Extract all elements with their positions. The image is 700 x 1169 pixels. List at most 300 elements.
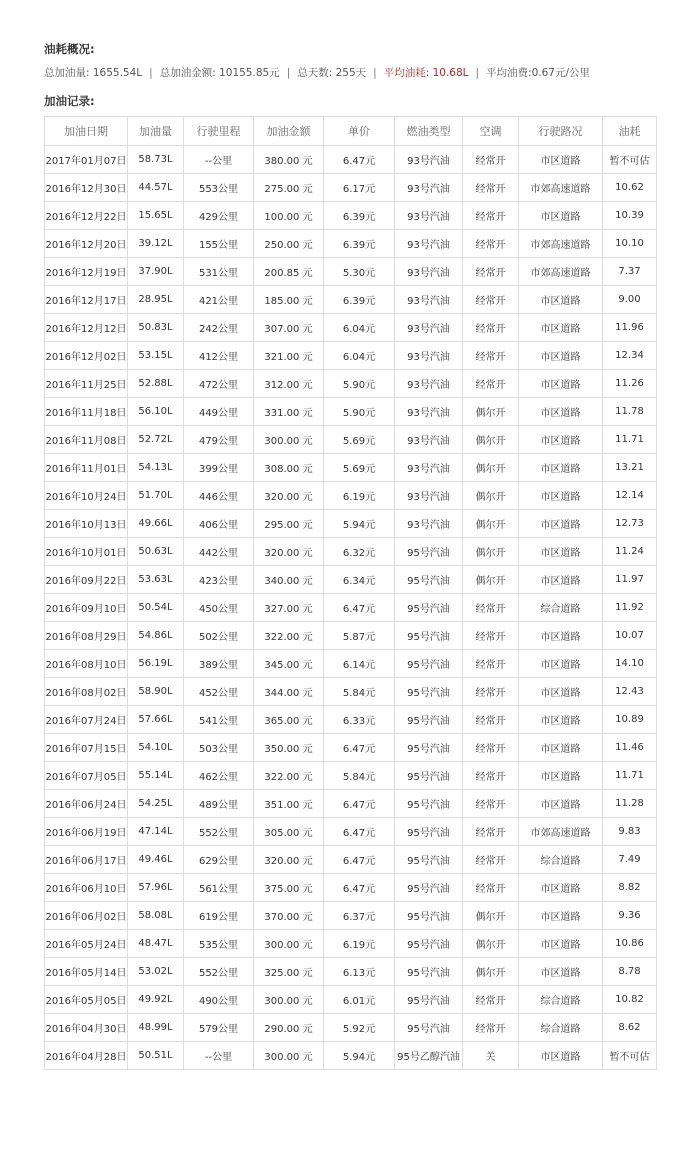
cell-consumption: 11.71 [603,762,657,790]
table-row [45,398,657,426]
cell-fuel-amount: 58.90L [128,678,184,706]
cell-fuel-amount: 49.92L [128,986,184,1014]
cell-mileage: 406公里 [184,510,254,538]
overview-summary [44,65,590,80]
cell-air-conditioning: 偶尔开 [463,538,519,566]
cell-fuel-type: 93号汽油 [395,230,463,258]
cell-fuel-type: 93号汽油 [395,482,463,510]
cell-date: 2016年06月24日 [45,790,128,818]
cell-fuel-type: 95号乙醇汽油 [395,1042,463,1070]
cell-cost: 320.00 元 [254,482,324,510]
table-row [45,762,657,790]
table-row [45,566,657,594]
table-row [45,510,657,538]
cell-road-condition: 市区道路 [519,958,603,986]
table-row [45,846,657,874]
cell-consumption: 12.34 [603,342,657,370]
cell-consumption: 8.78 [603,958,657,986]
header-road-condition: 行驶路况 [519,117,603,146]
cell-mileage: 531公里 [184,258,254,286]
cell-mileage: 429公里 [184,202,254,230]
cell-fuel-type: 93号汽油 [395,146,463,174]
cell-date: 2017年01月07日 [45,146,128,174]
cell-unit-price: 6.47元 [324,846,395,874]
cell-date: 2016年07月24日 [45,706,128,734]
cell-fuel-amount: 54.10L [128,734,184,762]
cell-unit-price: 6.19元 [324,930,395,958]
refuel-records-table [44,116,657,1070]
table-row [45,482,657,510]
cell-fuel-type: 95号汽油 [395,818,463,846]
avg-consumption: 平均油耗: 10.68L [383,67,469,79]
cell-road-condition: 市区道路 [519,902,603,930]
cell-unit-price: 5.84元 [324,762,395,790]
cell-unit-price: 6.39元 [324,202,395,230]
cell-road-condition: 市区道路 [519,286,603,314]
cell-cost: 327.00 元 [254,594,324,622]
cell-air-conditioning: 经常开 [463,790,519,818]
cell-date: 2016年11月25日 [45,370,128,398]
cell-date: 2016年08月10日 [45,650,128,678]
cell-fuel-type: 95号汽油 [395,930,463,958]
cell-air-conditioning: 经常开 [463,594,519,622]
cell-unit-price: 6.04元 [324,314,395,342]
cell-fuel-amount: 54.13L [128,454,184,482]
cell-consumption: 8.62 [603,1014,657,1042]
cell-fuel-amount: 48.99L [128,1014,184,1042]
cell-fuel-amount: 57.96L [128,874,184,902]
separator: | [286,67,291,79]
header-fuel-amount: 加油量 [128,117,184,146]
cell-air-conditioning: 偶尔开 [463,454,519,482]
cell-cost: 275.00 元 [254,174,324,202]
cell-unit-price: 5.94元 [324,510,395,538]
cell-unit-price: 6.37元 [324,902,395,930]
cell-fuel-type: 93号汽油 [395,454,463,482]
cell-consumption: 10.39 [603,202,657,230]
cell-cost: 320.00 元 [254,846,324,874]
cell-road-condition: 综合道路 [519,986,603,1014]
table-row [45,258,657,286]
cell-road-condition: 市区道路 [519,930,603,958]
cell-fuel-type: 95号汽油 [395,762,463,790]
cell-date: 2016年11月08日 [45,426,128,454]
table-row [45,426,657,454]
cell-date: 2016年11月18日 [45,398,128,426]
cell-unit-price: 5.30元 [324,258,395,286]
cell-fuel-type: 93号汽油 [395,286,463,314]
cell-fuel-type: 93号汽油 [395,202,463,230]
cell-road-condition: 市区道路 [519,398,603,426]
cell-date: 2016年09月10日 [45,594,128,622]
cell-date: 2016年08月02日 [45,678,128,706]
table-row [45,146,657,174]
cell-mileage: 579公里 [184,1014,254,1042]
cell-unit-price: 5.69元 [324,454,395,482]
cell-cost: 307.00 元 [254,314,324,342]
cell-fuel-type: 95号汽油 [395,874,463,902]
table-row [45,706,657,734]
cell-road-condition: 综合道路 [519,1014,603,1042]
cell-cost: 345.00 元 [254,650,324,678]
cell-unit-price: 6.13元 [324,958,395,986]
cell-cost: 365.00 元 [254,706,324,734]
cell-mileage: 389公里 [184,650,254,678]
cell-air-conditioning: 经常开 [463,174,519,202]
cell-fuel-type: 93号汽油 [395,370,463,398]
cell-fuel-amount: 55.14L [128,762,184,790]
cell-fuel-amount: 48.47L [128,930,184,958]
table-row [45,734,657,762]
cell-road-condition: 市郊高速道路 [519,258,603,286]
cell-date: 2016年06月02日 [45,902,128,930]
cell-road-condition: 市郊高速道路 [519,230,603,258]
cell-date: 2016年12月17日 [45,286,128,314]
cell-air-conditioning: 经常开 [463,622,519,650]
header-fuel-type: 燃油类型 [395,117,463,146]
cell-cost: 312.00 元 [254,370,324,398]
cell-fuel-type: 95号汽油 [395,1014,463,1042]
cell-air-conditioning: 经常开 [463,874,519,902]
cell-mileage: 452公里 [184,678,254,706]
cell-mileage: --公里 [184,1042,254,1070]
table-row [45,818,657,846]
table-row [45,650,657,678]
cell-date: 2016年05月14日 [45,958,128,986]
cell-air-conditioning: 偶尔开 [463,510,519,538]
cell-consumption: 10.62 [603,174,657,202]
cell-air-conditioning: 经常开 [463,146,519,174]
cell-date: 2016年05月24日 [45,930,128,958]
cell-fuel-type: 93号汽油 [395,398,463,426]
table-row [45,958,657,986]
cell-fuel-amount: 58.73L [128,146,184,174]
cell-fuel-amount: 50.63L [128,538,184,566]
cell-fuel-amount: 39.12L [128,230,184,258]
separator: | [373,67,377,79]
table-row [45,230,657,258]
cell-cost: 325.00 元 [254,958,324,986]
cell-unit-price: 6.47元 [324,146,395,174]
cell-fuel-amount: 47.14L [128,818,184,846]
cell-unit-price: 6.14元 [324,650,395,678]
cell-cost: 340.00 元 [254,566,324,594]
cell-road-condition: 市区道路 [519,370,603,398]
cell-air-conditioning: 经常开 [463,650,519,678]
table-row [45,678,657,706]
cell-fuel-amount: 58.08L [128,902,184,930]
cell-mileage: 449公里 [184,398,254,426]
cell-unit-price: 6.04元 [324,342,395,370]
cell-road-condition: 市区道路 [519,538,603,566]
cell-cost: 350.00 元 [254,734,324,762]
table-row [45,1042,657,1070]
cell-mileage: 242公里 [184,314,254,342]
cell-mileage: 450公里 [184,594,254,622]
cell-fuel-type: 93号汽油 [395,258,463,286]
cell-road-condition: 市区道路 [519,482,603,510]
cell-fuel-type: 95号汽油 [395,650,463,678]
cell-fuel-type: 95号汽油 [395,622,463,650]
cell-unit-price: 5.92元 [324,1014,395,1042]
cell-fuel-amount: 56.10L [128,398,184,426]
cell-fuel-amount: 28.95L [128,286,184,314]
cell-date: 2016年04月28日 [45,1042,128,1070]
cell-fuel-type: 93号汽油 [395,342,463,370]
cell-mileage: 446公里 [184,482,254,510]
cell-air-conditioning: 经常开 [463,342,519,370]
cell-fuel-type: 95号汽油 [395,986,463,1014]
cell-air-conditioning: 经常开 [463,230,519,258]
cell-cost: 185.00 元 [254,286,324,314]
cell-air-conditioning: 经常开 [463,706,519,734]
cell-consumption: 12.14 [603,482,657,510]
cell-consumption: 9.00 [603,286,657,314]
cell-date: 2016年07月05日 [45,762,128,790]
cell-road-condition: 市区道路 [519,202,603,230]
cell-fuel-amount: 44.57L [128,174,184,202]
cell-mileage: 479公里 [184,426,254,454]
cell-fuel-amount: 54.25L [128,790,184,818]
header-air-conditioning: 空调 [463,117,519,146]
total-days: 总天数: 255天 [297,67,367,79]
cell-road-condition: 市区道路 [519,678,603,706]
cell-air-conditioning: 偶尔开 [463,566,519,594]
cell-fuel-type: 93号汽油 [395,426,463,454]
header-mileage: 行驶里程 [184,117,254,146]
cell-date: 2016年08月29日 [45,622,128,650]
cell-fuel-type: 95号汽油 [395,902,463,930]
cell-consumption: 10.82 [603,986,657,1014]
table-row [45,370,657,398]
cell-consumption: 11.24 [603,538,657,566]
cell-cost: 305.00 元 [254,818,324,846]
cell-air-conditioning: 偶尔开 [463,958,519,986]
cell-road-condition: 市区道路 [519,342,603,370]
cell-consumption: 11.28 [603,790,657,818]
cell-consumption: 暂不可估 [603,1042,657,1070]
cell-air-conditioning: 经常开 [463,286,519,314]
cell-air-conditioning: 经常开 [463,734,519,762]
cell-mileage: 503公里 [184,734,254,762]
cell-cost: 321.00 元 [254,342,324,370]
separator: | [149,67,153,79]
records-title: 加油记录: [44,94,95,108]
cell-air-conditioning: 经常开 [463,846,519,874]
cell-mileage: 155公里 [184,230,254,258]
avg-cost: 平均油费:0.67元/公里 [486,67,591,79]
cell-unit-price: 5.84元 [324,678,395,706]
cell-cost: 295.00 元 [254,510,324,538]
cell-road-condition: 市区道路 [519,874,603,902]
cell-road-condition: 市区道路 [519,1042,603,1070]
total-cost: 总加油金额: 10155.85元 [159,67,280,79]
cell-mileage: 552公里 [184,958,254,986]
cell-cost: 320.00 元 [254,538,324,566]
cell-mileage: 412公里 [184,342,254,370]
table-row [45,342,657,370]
cell-mileage: 399公里 [184,454,254,482]
cell-date: 2016年10月24日 [45,482,128,510]
cell-road-condition: 市郊高速道路 [519,174,603,202]
cell-cost: 331.00 元 [254,398,324,426]
cell-date: 2016年12月22日 [45,202,128,230]
table-row [45,314,657,342]
cell-mileage: 489公里 [184,790,254,818]
cell-consumption: 10.10 [603,230,657,258]
cell-consumption: 10.89 [603,706,657,734]
cell-date: 2016年12月19日 [45,258,128,286]
cell-date: 2016年06月10日 [45,874,128,902]
cell-fuel-amount: 57.66L [128,706,184,734]
cell-fuel-amount: 15.65L [128,202,184,230]
cell-cost: 344.00 元 [254,678,324,706]
cell-date: 2016年09月22日 [45,566,128,594]
header-cost: 加油金额 [254,117,324,146]
table-row [45,1014,657,1042]
cell-air-conditioning: 经常开 [463,762,519,790]
cell-unit-price: 6.19元 [324,482,395,510]
table-row [45,538,657,566]
table-row [45,454,657,482]
cell-mileage: 502公里 [184,622,254,650]
cell-fuel-amount: 50.83L [128,314,184,342]
table-row [45,174,657,202]
cell-consumption: 11.97 [603,566,657,594]
cell-consumption: 10.07 [603,622,657,650]
cell-unit-price: 6.47元 [324,818,395,846]
cell-date: 2016年06月17日 [45,846,128,874]
cell-consumption: 9.83 [603,818,657,846]
cell-cost: 322.00 元 [254,622,324,650]
cell-unit-price: 6.47元 [324,734,395,762]
cell-cost: 300.00 元 [254,986,324,1014]
cell-mileage: 421公里 [184,286,254,314]
cell-consumption: 13.21 [603,454,657,482]
cell-mileage: 490公里 [184,986,254,1014]
cell-fuel-amount: 37.90L [128,258,184,286]
cell-road-condition: 市区道路 [519,622,603,650]
cell-unit-price: 6.47元 [324,594,395,622]
cell-air-conditioning: 经常开 [463,818,519,846]
cell-date: 2016年11月01日 [45,454,128,482]
cell-road-condition: 市区道路 [519,146,603,174]
cell-date: 2016年07月15日 [45,734,128,762]
cell-cost: 200.85 元 [254,258,324,286]
cell-consumption: 8.82 [603,874,657,902]
cell-date: 2016年05月05日 [45,986,128,1014]
cell-fuel-type: 95号汽油 [395,958,463,986]
cell-consumption: 11.96 [603,314,657,342]
cell-air-conditioning: 经常开 [463,678,519,706]
cell-fuel-type: 95号汽油 [395,846,463,874]
cell-mileage: 619公里 [184,902,254,930]
cell-air-conditioning: 经常开 [463,258,519,286]
cell-date: 2016年12月12日 [45,314,128,342]
cell-cost: 308.00 元 [254,454,324,482]
cell-cost: 290.00 元 [254,1014,324,1042]
cell-consumption: 11.46 [603,734,657,762]
cell-consumption: 11.92 [603,594,657,622]
cell-air-conditioning: 经常开 [463,314,519,342]
cell-unit-price: 6.34元 [324,566,395,594]
cell-consumption: 11.71 [603,426,657,454]
cell-consumption: 10.86 [603,930,657,958]
cell-consumption: 暂不可估 [603,146,657,174]
cell-air-conditioning: 偶尔开 [463,426,519,454]
cell-fuel-amount: 56.19L [128,650,184,678]
total-fuel: 总加油量: 1655.54L [44,67,143,79]
cell-cost: 322.00 元 [254,762,324,790]
cell-consumption: 14.10 [603,650,657,678]
cell-fuel-type: 95号汽油 [395,706,463,734]
header-unit-price: 单价 [324,117,395,146]
cell-date: 2016年04月30日 [45,1014,128,1042]
cell-cost: 300.00 元 [254,930,324,958]
cell-fuel-type: 95号汽油 [395,594,463,622]
cell-air-conditioning: 偶尔开 [463,930,519,958]
cell-road-condition: 市区道路 [519,650,603,678]
cell-consumption: 11.78 [603,398,657,426]
table-row [45,930,657,958]
cell-fuel-amount: 49.66L [128,510,184,538]
cell-mileage: 552公里 [184,818,254,846]
cell-mileage: --公里 [184,146,254,174]
cell-cost: 300.00 元 [254,1042,324,1070]
cell-road-condition: 市区道路 [519,454,603,482]
cell-consumption: 9.36 [603,902,657,930]
cell-consumption: 12.43 [603,678,657,706]
cell-fuel-amount: 51.70L [128,482,184,510]
cell-cost: 300.00 元 [254,426,324,454]
cell-fuel-type: 93号汽油 [395,510,463,538]
header-date: 加油日期 [45,117,128,146]
cell-cost: 375.00 元 [254,874,324,902]
cell-mileage: 561公里 [184,874,254,902]
cell-unit-price: 6.47元 [324,790,395,818]
cell-consumption: 11.26 [603,370,657,398]
cell-unit-price: 6.32元 [324,538,395,566]
table-row [45,622,657,650]
cell-unit-price: 5.87元 [324,622,395,650]
table-row [45,790,657,818]
cell-mileage: 629公里 [184,846,254,874]
cell-air-conditioning: 经常开 [463,370,519,398]
cell-date: 2016年10月01日 [45,538,128,566]
cell-cost: 351.00 元 [254,790,324,818]
cell-date: 2016年12月30日 [45,174,128,202]
cell-fuel-amount: 49.46L [128,846,184,874]
table-row [45,594,657,622]
table-row [45,286,657,314]
cell-unit-price: 5.90元 [324,370,395,398]
cell-unit-price: 6.47元 [324,874,395,902]
cell-road-condition: 市区道路 [519,790,603,818]
cell-road-condition: 市区道路 [519,314,603,342]
cell-mileage: 423公里 [184,566,254,594]
cell-cost: 380.00 元 [254,146,324,174]
cell-road-condition: 市区道路 [519,566,603,594]
cell-consumption: 7.37 [603,258,657,286]
cell-mileage: 442公里 [184,538,254,566]
cell-road-condition: 市区道路 [519,734,603,762]
cell-fuel-type: 95号汽油 [395,678,463,706]
cell-unit-price: 6.01元 [324,986,395,1014]
cell-unit-price: 6.17元 [324,174,395,202]
cell-date: 2016年06月19日 [45,818,128,846]
cell-cost: 250.00 元 [254,230,324,258]
cell-fuel-type: 95号汽油 [395,734,463,762]
